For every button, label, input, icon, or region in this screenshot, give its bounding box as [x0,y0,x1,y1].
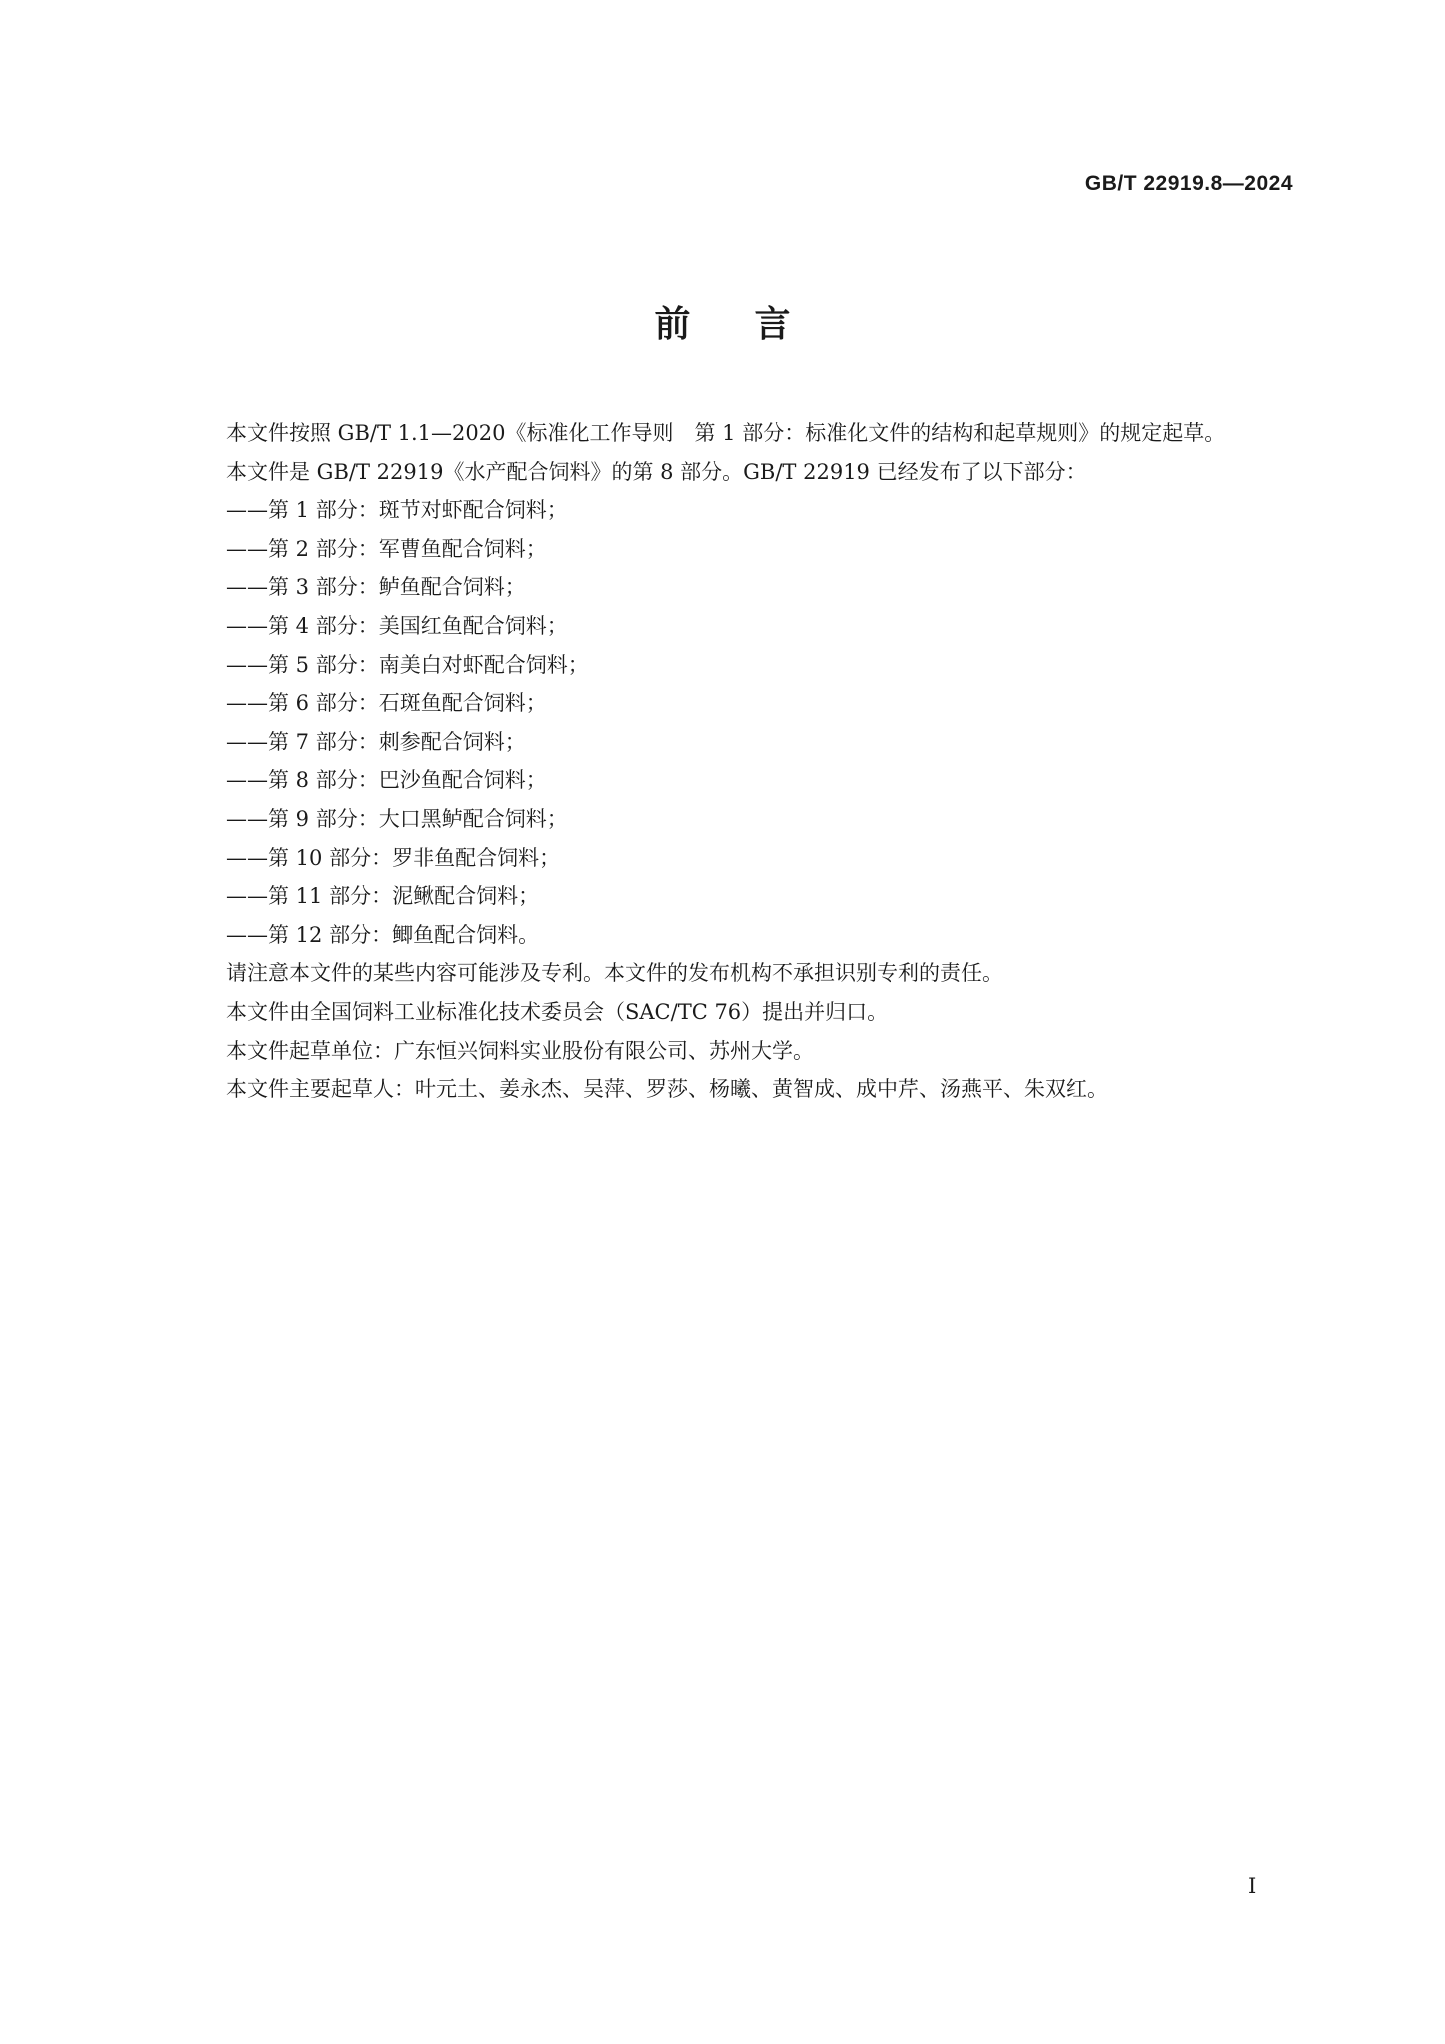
list-item: ——第 1 部分：斑节对虾配合饲料； [226,498,568,523]
list-item: ——第 8 部分：巴沙鱼配合饲料； [226,768,547,793]
committee-paragraph: 本文件由全国饲料工业标准化技术委员会（SAC/TC 76）提出并归口。 [226,999,889,1024]
list-item: ——第 5 部分：南美白对虾配合饲料； [226,652,589,677]
list-item: ——第 3 部分：鲈鱼配合饲料； [226,575,526,600]
list-item: ——第 12 部分：鲫鱼配合饲料。 [226,922,540,947]
list-item: ——第 10 部分：罗非鱼配合饲料； [226,845,561,870]
intro-paragraph: 本文件按照 GB/T 1.1—2020《标准化工作导则 第 1 部分：标准化文件的结构和起草规则》的规定起草。 [226,421,1226,445]
drafting-units-paragraph: 本文件起草单位：广东恒兴饲料实业股份有限公司、苏州大学。 [226,1038,814,1063]
foreword-body [174,414,1294,1109]
page-number: I [1248,1874,1257,1898]
list-item: ——第 11 部分：泥鳅配合饲料； [226,884,540,909]
list-item: ——第 9 部分：大口黑鲈配合饲料； [226,806,568,831]
series-paragraph: 本文件是 GB/T 22919《水产配合饲料》的第 8 部分。GB/T 22919 已经发布了以下部分： [226,459,1087,484]
page-title: 前言 [654,304,855,345]
list-item: ——第 2 部分：军曹鱼配合饲料； [226,536,547,561]
list-item: ——第 6 部分：石斑鱼配合饲料； [226,691,547,716]
drafters-paragraph: 本文件主要起草人：叶元土、姜永杰、吴萍、罗莎、杨曦、黄智成、成中芹、汤燕平、朱双红。 [226,1077,1108,1102]
list-item: ——第 4 部分：美国红鱼配合饲料； [226,613,568,638]
list-item: ——第 7 部分：刺参配合饲料； [226,729,526,754]
document-code: GB/T 22919.8—2024 [1084,172,1293,195]
patent-notice-paragraph: 请注意本文件的某些内容可能涉及专利。本文件的发布机构不承担识别专利的责任。 [226,961,1003,986]
